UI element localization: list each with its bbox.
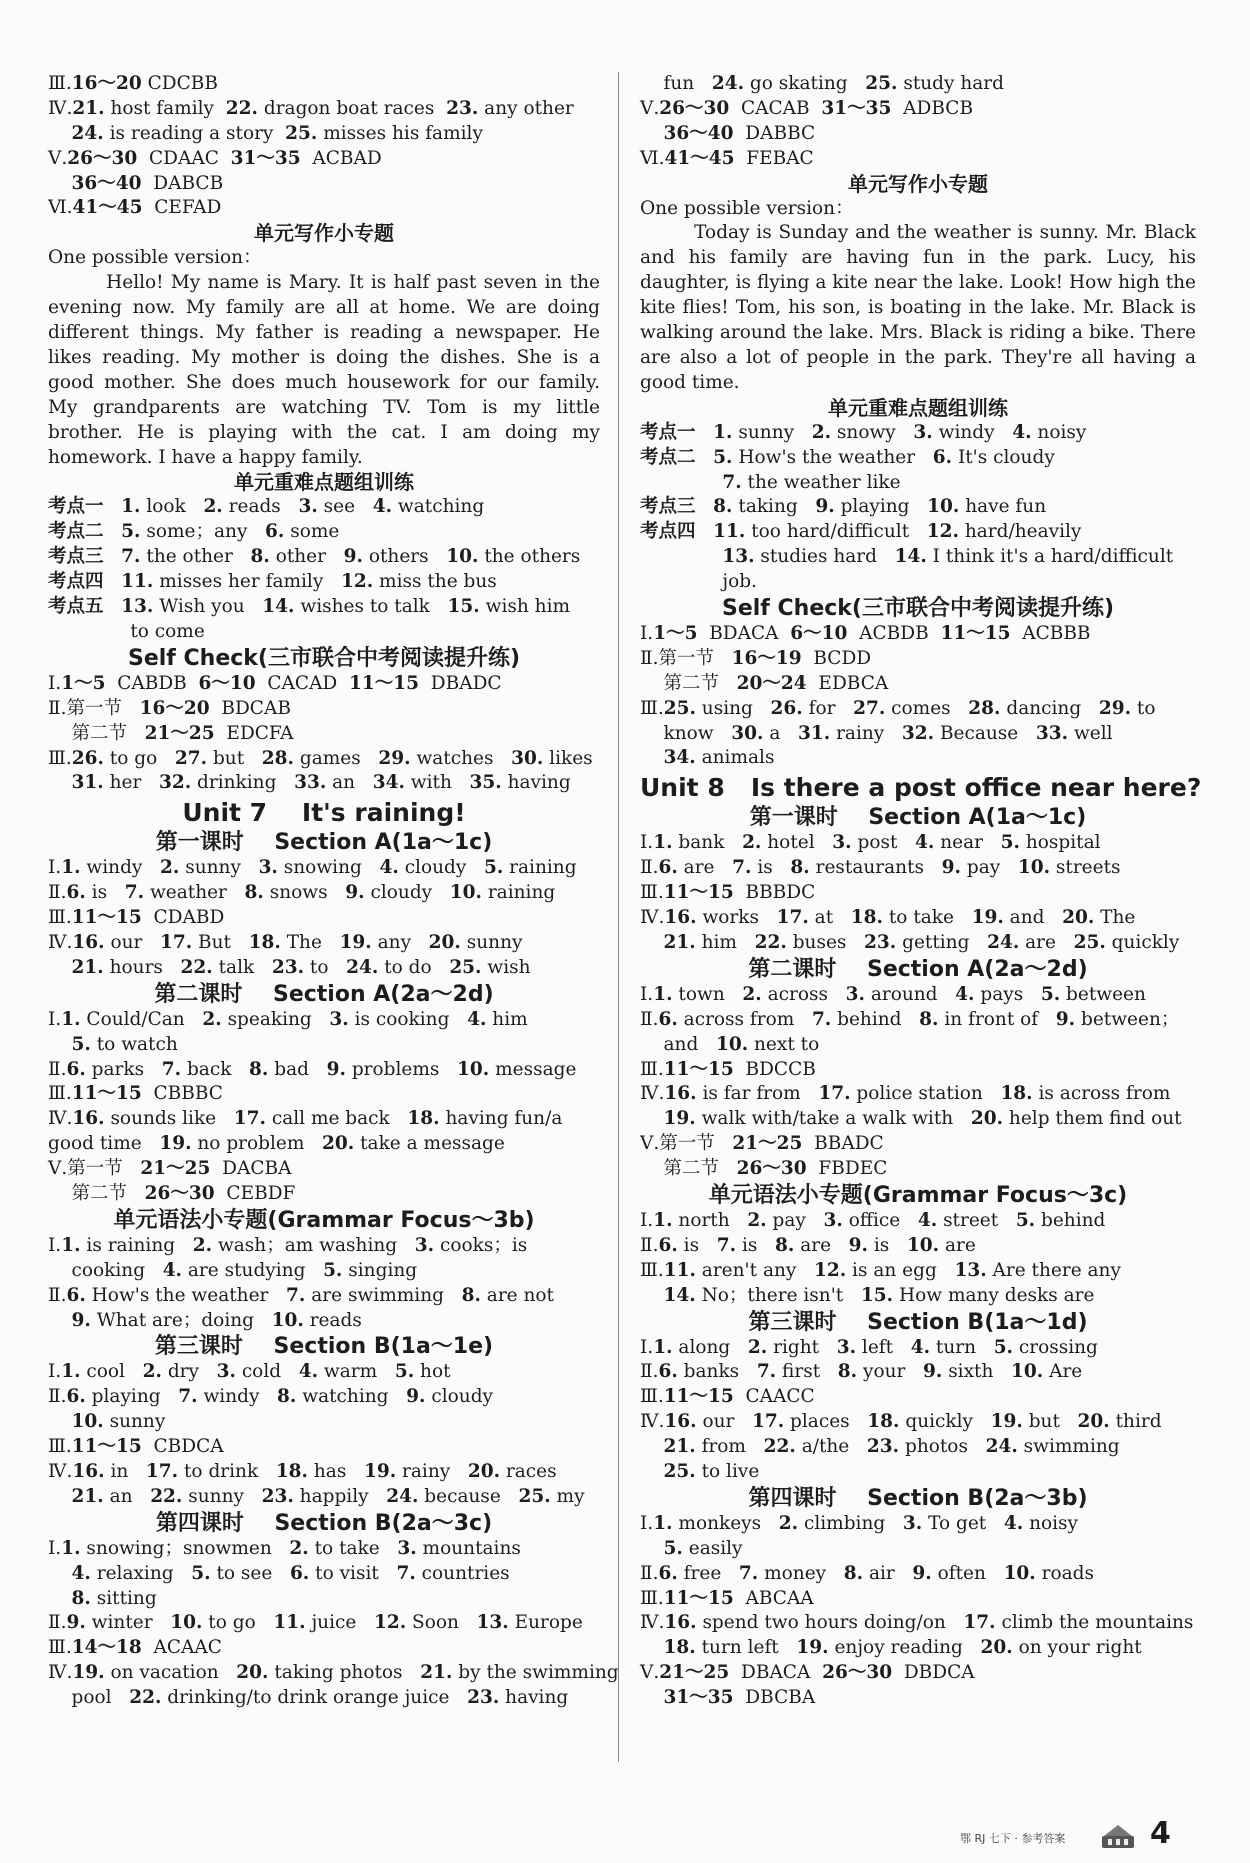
- answer-line: Ⅲ.25. using 26. for 27. comes 28. dancing 29. to: [640, 697, 1156, 719]
- answer-line: Ⅰ.1. along 2. right 3. left 4. turn 5. crossing: [640, 1336, 1098, 1358]
- answer-line: 考点四 11. too hard/difficult 12. hard/heavily: [640, 521, 1082, 543]
- answer-line: 36～40 DABCB: [71, 172, 224, 194]
- answer-line: 24. is reading a story 25. misses his family: [71, 122, 483, 144]
- answer-line: Ⅲ.11. aren't any 12. is an egg 13. Are there any: [640, 1259, 1121, 1281]
- answer-line: Ⅵ.41～45 CEFAD: [48, 197, 222, 219]
- section-heading: 第四课时 Section B(2a～3c): [155, 1510, 493, 1536]
- answer-line: fun 24. go skating 25. study hard: [640, 73, 1004, 94]
- column-divider: [618, 72, 619, 1762]
- answer-line: 21. hours 22. talk 23. to 24. to do 25. wish: [71, 956, 531, 978]
- answer-line: Ⅱ.第一节 16～20 BDCAB: [48, 697, 291, 719]
- answer-line: 25. to live: [663, 1460, 760, 1482]
- answer-line: 21. an 22. sunny 23. happily 24. because 25. my: [71, 1485, 585, 1507]
- answer-line: One possible version：: [48, 247, 262, 269]
- answer-line: know 30. a 31. rainy 32. Because 33. well: [640, 722, 1113, 744]
- answer-line: Ⅰ.1. snowing；snowmen 2. to take 3. mountains: [48, 1537, 521, 1559]
- section-heading: 第三课时 Section B(1a～1d): [748, 1309, 1088, 1335]
- answer-line: Ⅱ.第一节 16～19 BCDD: [640, 647, 872, 669]
- answer-line: Ⅱ.6. playing 7. windy 8. watching 9. cloudy: [48, 1386, 493, 1408]
- answer-line: 考点三 7. the other 8. other 9. others 10. the others: [48, 546, 581, 568]
- answer-line: 5. to watch: [71, 1033, 178, 1055]
- answer-line: Ⅲ.11～15 CAACC: [640, 1386, 815, 1408]
- answer-line: Ⅲ.11～15 BBBDC: [640, 882, 816, 904]
- section-heading: Self Check(三市联合中考阅读提升练): [127, 645, 521, 671]
- answer-line: Ⅱ.6. is 7. weather 8. snows 9. cloudy 10. raining: [48, 882, 556, 904]
- answer-line: Ⅱ.6. How's the weather 7. are swimming 8. are not: [48, 1284, 554, 1306]
- answer-line: 5. easily: [663, 1537, 743, 1559]
- answer-line: Ⅳ.16. in 17. to drink 18. has 19. rainy 20. races: [48, 1460, 557, 1482]
- answer-line: Ⅰ.1. town 2. across 3. around 4. pays 5. between: [640, 983, 1146, 1005]
- answer-line: 第二节 26～30 FBDEC: [640, 1158, 888, 1180]
- section-heading: 单元重难点题组训练: [234, 470, 414, 495]
- section-heading: 单元语法小专题(Grammar Focus～3c): [708, 1182, 1128, 1208]
- section-heading: 单元重难点题组训练: [828, 395, 1008, 420]
- answer-line: Ⅰ.1. Could/Can 2. speaking 3. is cooking 4. him: [48, 1008, 528, 1030]
- page-footer: [960, 1816, 1210, 1856]
- publisher-logo-icon: [1100, 1822, 1136, 1852]
- answer-line: Ⅱ.6. parks 7. back 8. bad 9. problems 10. message: [48, 1058, 577, 1080]
- answer-line: good time 19. no problem 20. take a message: [48, 1133, 505, 1155]
- section-heading: 第一课时 Section A(1a～1c): [155, 830, 493, 856]
- answer-line: 考点一 1. look 2. reads 3. see 4. watching: [48, 496, 485, 518]
- right-column: [640, 72, 1202, 1711]
- answer-line: Ⅲ.11～15 BDCCB: [640, 1058, 816, 1080]
- answer-line: Ⅲ.11～15 ABCAA: [640, 1587, 814, 1609]
- section-heading: 第二课时 Section A(2a～2d): [748, 956, 1088, 982]
- section-heading: Unit 8 Is there a post office near here?: [640, 773, 1202, 803]
- section-heading: 第四课时 Section B(2a～3b): [748, 1485, 1088, 1511]
- answer-line: Ⅳ.16. our 17. But 18. The 19. any 20. sunny: [48, 931, 523, 953]
- answer-line: Ⅲ.14～18 ACAAC: [48, 1637, 222, 1659]
- section-heading: 第二课时 Section A(2a～2d): [154, 981, 494, 1007]
- answer-line: 第二节 20～24 EDBCA: [640, 672, 889, 694]
- answer-line: Ⅰ.1. monkeys 2. climbing 3. To get 4. noisy: [640, 1512, 1078, 1534]
- answer-line: 34. animals: [663, 747, 775, 769]
- answer-line: 考点二 5. some；any 6. some: [48, 521, 340, 543]
- answer-line: One possible version：: [640, 197, 854, 219]
- answer-line: Ⅰ.1～5 CABDB 6～10 CACAD 11～15 DBADC: [48, 672, 502, 694]
- sample-essay: Hello! My name is Mary. It is half past seven in the evening now. My family are all at home. We are doing different things. My father is reading a newspaper. He likes reading. My mother is doing the dishes. She is a good mother. She does much housework for our family. My grandparents are watching TV. Tom is my little brother. He is playing with the cat. I am doing my homework. I have a happy family.: [48, 272, 606, 468]
- answer-line: 18. turn left 19. enjoy reading 20. on your right: [663, 1637, 1142, 1659]
- answer-line: Ⅲ.11～15 CBBBC: [48, 1083, 223, 1105]
- answer-line: Ⅳ.16. works 17. at 18. to take 19. and 20. The: [640, 907, 1136, 929]
- answer-line: Ⅰ.1. bank 2. hotel 3. post 4. near 5. hospital: [640, 832, 1101, 854]
- section-heading: 单元写作小专题: [254, 221, 394, 246]
- answer-line: Ⅳ.16. is far from 17. police station 18. is across from: [640, 1083, 1171, 1105]
- answer-line: Ⅱ.6. are 7. is 8. restaurants 9. pay 10. streets: [640, 857, 1121, 879]
- answer-line: Ⅲ.26. to go 27. but 28. games 29. watches 30. likes: [48, 747, 593, 769]
- answer-line: Ⅳ.16. our 17. places 18. quickly 19. but 20. third: [640, 1411, 1162, 1433]
- answer-line: 21. from 22. a/the 23. photos 24. swimming: [663, 1436, 1120, 1458]
- answer-line: 8. sitting: [71, 1587, 157, 1609]
- page-number: 4: [1150, 1816, 1171, 1851]
- answer-line: 考点四 11. misses her family 12. miss the bus: [48, 571, 497, 593]
- answer-line: Ⅰ.1. cool 2. dry 3. cold 4. warm 5. hot: [48, 1361, 451, 1383]
- answer-line: Ⅴ.26～30 CDAAC 31～35 ACBAD: [48, 147, 382, 169]
- answer-line: Ⅰ.1. windy 2. sunny 3. snowing 4. cloudy 5. raining: [48, 857, 577, 879]
- answer-line: Ⅱ.6. is 7. is 8. are 9. is 10. are: [640, 1234, 976, 1256]
- section-heading: 第一课时 Section A(1a～1c): [749, 805, 1087, 831]
- answer-line: Ⅰ.1. is raining 2. wash；am washing 3. cooks；is: [48, 1234, 528, 1256]
- sample-essay: Today is Sunday and the weather is sunny. Mr. Black and his family are having fun in the park. Lucy, his daughter, is flying a kite near the lake. Look! How high the kite flies! Tom, his son, is boating in the lake. Mr. Black is walking around the lake. Mrs. Black is riding a bike. There are also a lot of people in the park. They're all having a good time.: [640, 222, 1202, 393]
- footer-text: 鄂 RJ 七下 · 参考答案: [960, 1832, 1066, 1845]
- answer-line: 9. What are；doing 10. reads: [71, 1309, 362, 1331]
- answer-line: Ⅳ.16. spend two hours doing/on 17. climb the mountains: [640, 1612, 1194, 1634]
- section-heading: 单元写作小专题: [848, 171, 988, 196]
- answer-line: job.: [640, 571, 757, 593]
- answer-line: Ⅲ.11～15 CDABD: [48, 907, 225, 929]
- section-heading: 第三课时 Section B(1a～1e): [154, 1334, 494, 1360]
- answer-line: 31. her 32. drinking 33. an 34. with 35. having: [71, 772, 571, 794]
- answer-line: Ⅱ.6. free 7. money 8. air 9. often 10. roads: [640, 1562, 1094, 1584]
- answer-line: Ⅴ.21～25 DBACA 26～30 DBDCA: [640, 1662, 975, 1684]
- answer-line: 4. relaxing 5. to see 6. to visit 7. countries: [71, 1562, 510, 1584]
- answer-line: Ⅱ.9. winter 10. to go 11. juice 12. Soon 13. Europe: [48, 1612, 583, 1634]
- answer-line: Ⅱ.6. across from 7. behind 8. in front of 9. between；: [640, 1008, 1180, 1030]
- answer-line: cooking 4. are studying 5. singing: [48, 1259, 418, 1281]
- answer-line: 19. walk with/take a walk with 20. help them find out: [663, 1108, 1182, 1130]
- answer-line: and 10. next to: [640, 1033, 820, 1055]
- left-column: [48, 72, 619, 1711]
- section-heading: Unit 7 It's raining!: [182, 798, 466, 828]
- answer-line: 第二节 26～30 CEBDF: [48, 1182, 296, 1204]
- answer-line: 36～40 DABBC: [663, 122, 816, 144]
- answer-line: Ⅳ.21. host family 22. dragon boat races 23. any other: [48, 97, 574, 119]
- answer-line: 考点一 1. sunny 2. snowy 3. windy 4. noisy: [640, 421, 1087, 443]
- answer-line: 31～35 DBCBA: [663, 1687, 816, 1709]
- answer-line: Ⅴ.第一节 21～25 BBADC: [640, 1133, 884, 1155]
- answer-line: Ⅲ.11～15 CBDCA: [48, 1436, 224, 1458]
- answer-line: 21. him 22. buses 23. getting 24. are 25. quickly: [663, 931, 1180, 953]
- section-heading: 单元语法小专题(Grammar Focus～3b): [113, 1207, 535, 1233]
- answer-line: 10. sunny: [71, 1411, 166, 1433]
- answer-line: Ⅰ.1～5 BDACA 6～10 ACBDB 11～15 ACBBB: [640, 623, 1091, 645]
- answer-line: 考点三 8. taking 9. playing 10. have fun: [640, 496, 1047, 518]
- answer-line: Ⅵ.41～45 FEBAC: [640, 147, 814, 169]
- answer-line: 第二节 21～25 EDCFA: [48, 722, 294, 744]
- answer-line: 14. No；there isn't 15. How many desks are: [663, 1284, 1095, 1306]
- answer-line: Ⅴ.26～30 CACAB 31～35 ADBCB: [640, 97, 974, 119]
- answer-line: Ⅱ.6. banks 7. first 8. your 9. sixth 10. Are: [640, 1361, 1083, 1383]
- answer-line: Ⅳ.19. on vacation 20. taking photos 21. by the swimming: [48, 1662, 619, 1684]
- answer-line: 7. the weather like: [722, 471, 901, 493]
- answer-line: Ⅰ.1. north 2. pay 3. office 4. street 5. behind: [640, 1209, 1106, 1231]
- answer-line: Ⅲ.16～20 CDCBB: [48, 73, 218, 94]
- answer-line: Ⅳ.16. sounds like 17. call me back 18. having fun/a: [48, 1108, 563, 1130]
- answer-line: pool 22. drinking/to drink orange juice 23. having: [48, 1687, 569, 1709]
- answer-line: Ⅴ.第一节 21～25 DACBA: [48, 1158, 292, 1180]
- answer-line: to come: [48, 620, 205, 642]
- answer-line: 考点五 13. Wish you 14. wishes to talk 15. wish him: [48, 596, 571, 618]
- answer-line: 13. studies hard 14. I think it's a hard/difficult: [722, 546, 1174, 568]
- answer-line: 考点二 5. How's the weather 6. It's cloudy: [640, 446, 1055, 468]
- section-heading: Self Check(三市联合中考阅读提升练): [721, 596, 1115, 622]
